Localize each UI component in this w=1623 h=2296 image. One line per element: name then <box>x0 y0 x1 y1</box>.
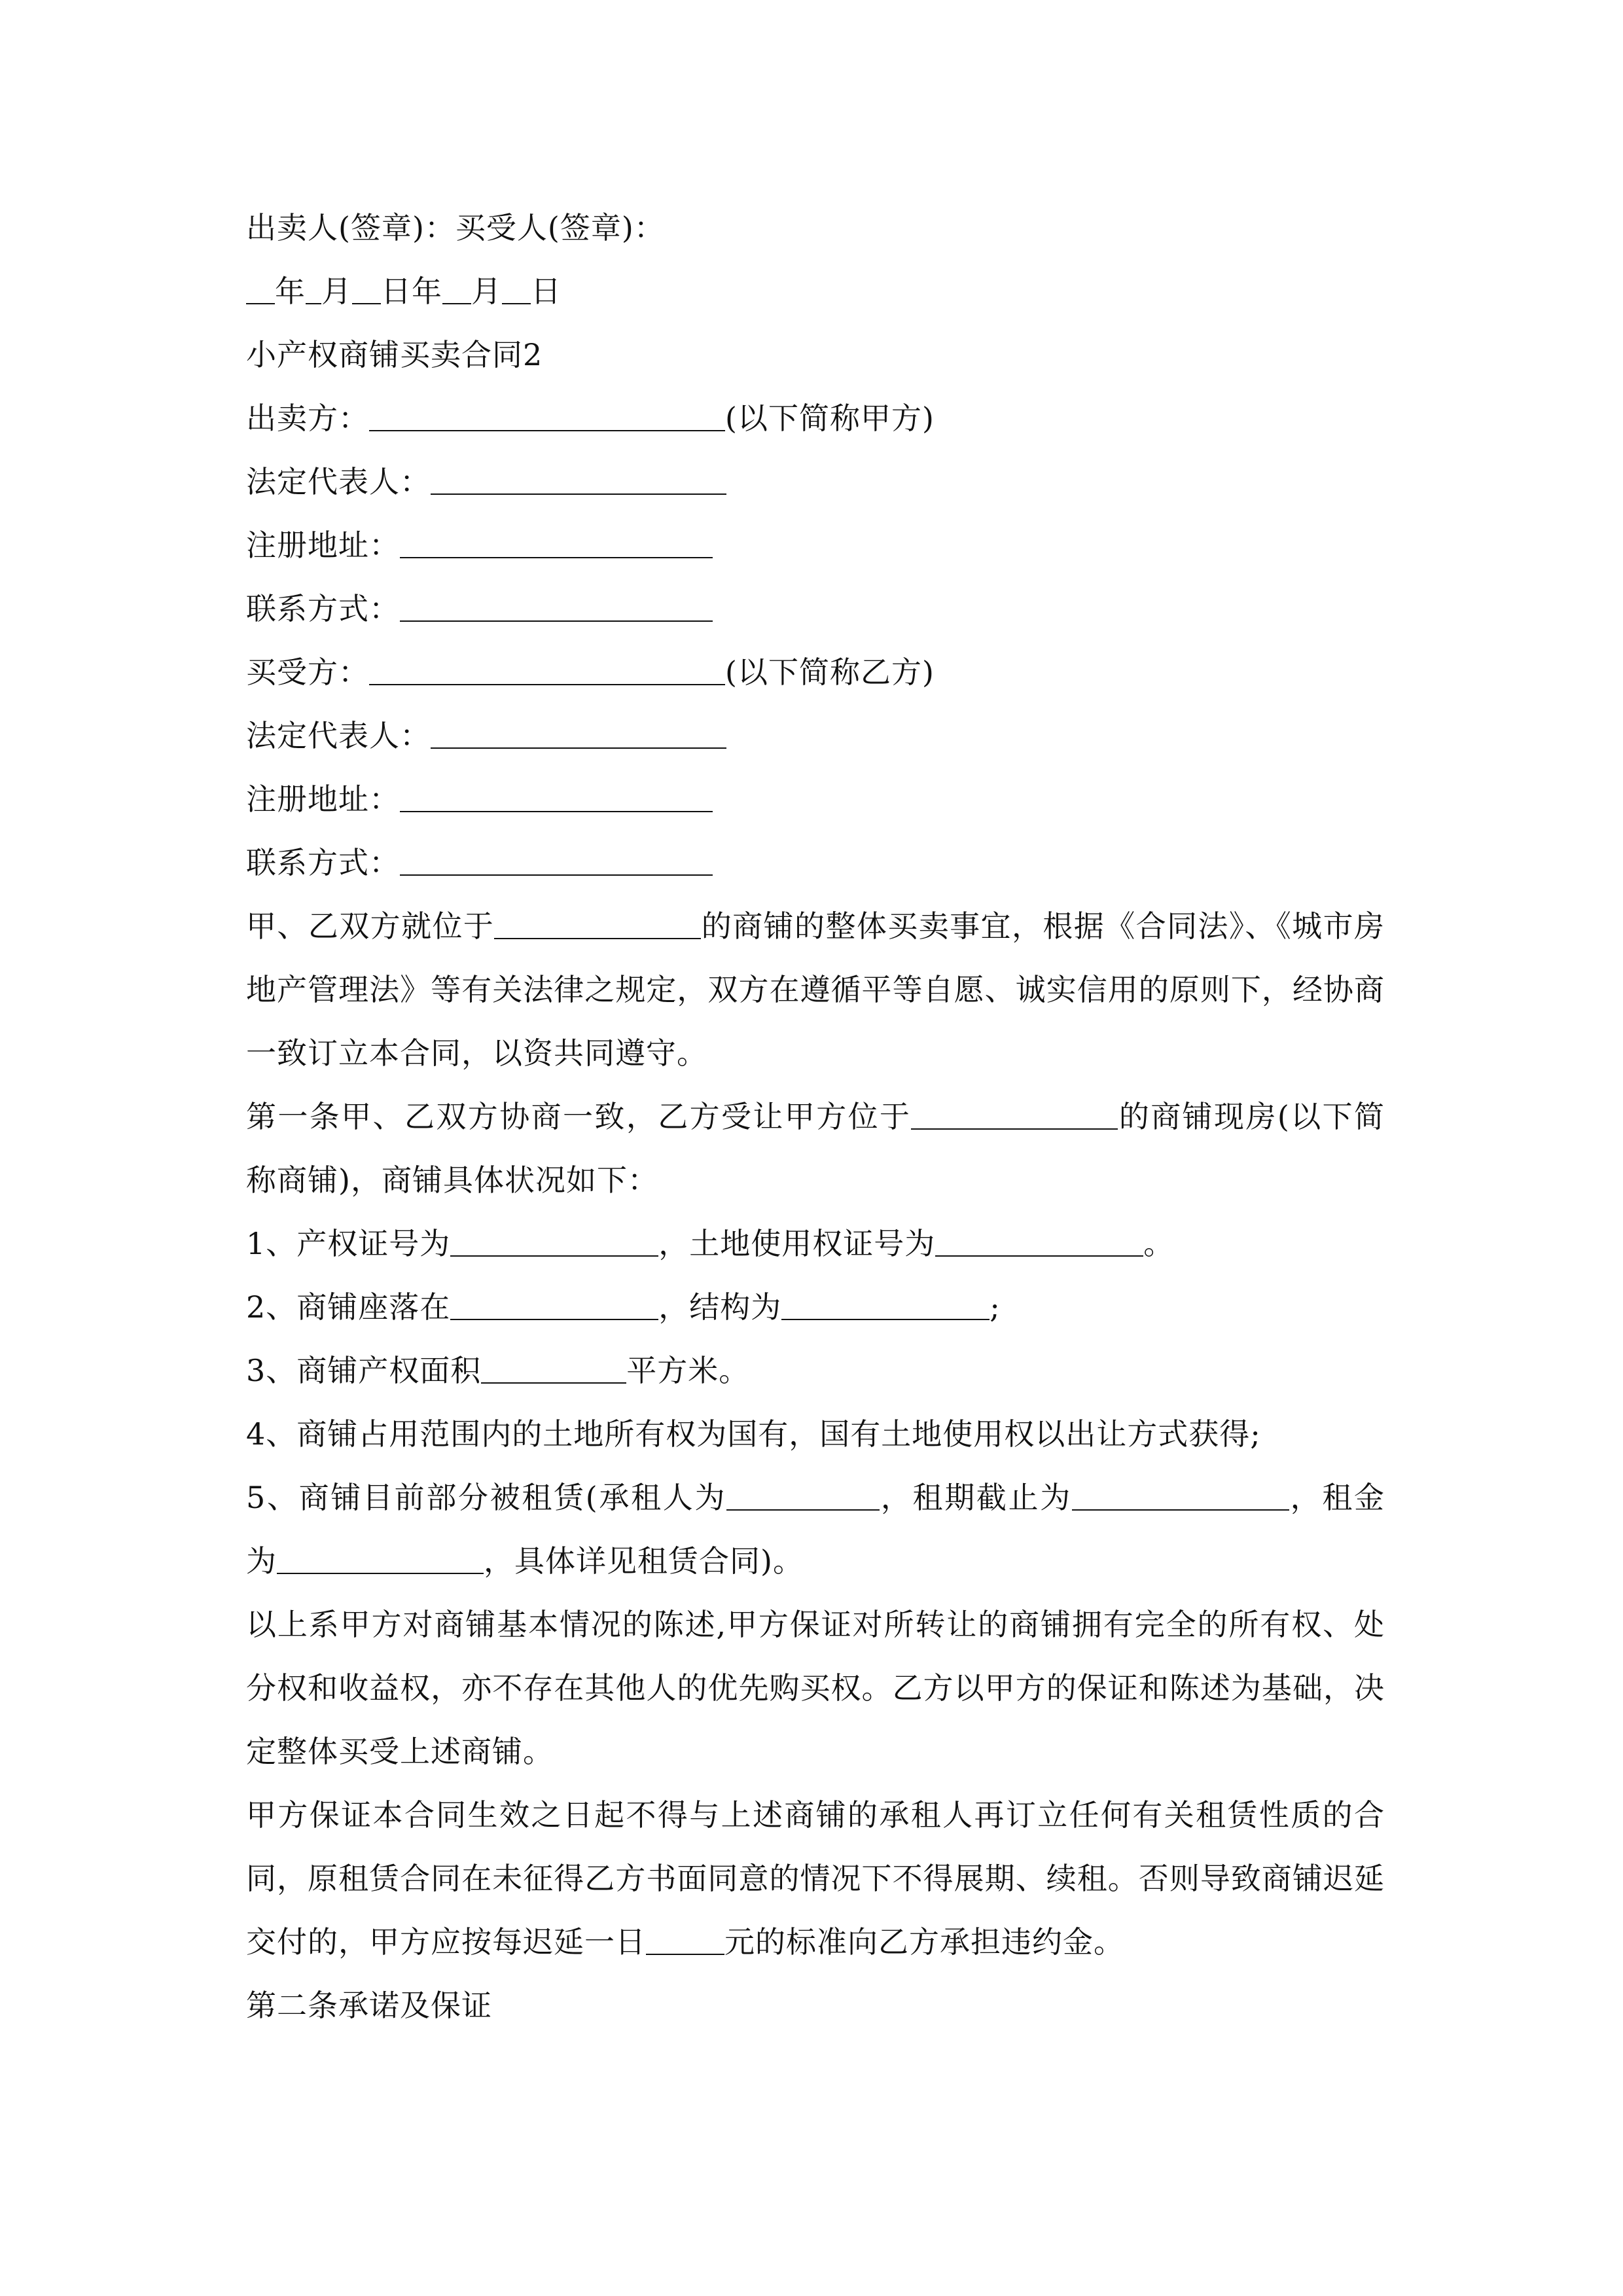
seller-suffix: (以下简称甲方) <box>725 401 935 436</box>
item2-part3: ; <box>990 1289 1001 1325</box>
buyer-label: 买受方： <box>246 655 369 690</box>
lease-fine-blank <box>646 1924 724 1955</box>
preamble-location-blank <box>494 908 701 939</box>
item1-part2: ，土地使用权证号为 <box>658 1226 936 1261</box>
item1-land-blank <box>935 1225 1143 1257</box>
date-blank <box>246 273 275 304</box>
item3-area-blank <box>481 1352 626 1384</box>
seller-label: 出卖方： <box>246 401 369 436</box>
date-blank <box>502 273 531 304</box>
buyer-contact-label: 联系方式： <box>246 845 400 880</box>
seller-contact-blank <box>400 590 713 622</box>
seller-rep-line <box>246 450 1385 514</box>
item3-line <box>246 1339 1385 1403</box>
date-year: 年 <box>275 274 306 309</box>
buyer-rep-line <box>246 704 1385 768</box>
seller-rep-blank <box>431 463 726 495</box>
lease-part2: 元的标准向乙方承担违约金。 <box>724 1924 1124 1960</box>
buyer-rep-blank <box>431 717 726 749</box>
item2-structure-blank <box>781 1289 990 1320</box>
item2-part2: ，结构为 <box>658 1289 782 1325</box>
seller-contact-line <box>246 577 1385 641</box>
item1-part1: 1、产权证号为 <box>246 1226 451 1261</box>
buyer-contact-line <box>246 831 1385 895</box>
warranty-text: 以上系甲方对商铺基本情况的陈述,甲方保证对所转让的商铺拥有完全的所有权、处分权和收益权，亦不存在其他人的优先购买权。乙方以甲方的保证和陈述为基础，决定整体买受上述商铺。 <box>246 1607 1385 1769</box>
buyer-line <box>246 641 1385 704</box>
seller-addr-line <box>246 514 1385 577</box>
seller-addr-label: 注册地址： <box>246 528 400 563</box>
warranty-paragraph <box>246 1593 1385 1784</box>
date-month-2: 月 <box>471 274 502 309</box>
date-blank <box>352 273 381 304</box>
article2-heading-text: 第二条承诺及保证 <box>246 1988 492 2023</box>
document-body <box>246 196 1385 2037</box>
item2-location-blank <box>450 1289 658 1320</box>
lease-part1: 甲方保证本合同生效之日起不得与上述商铺的承租人再订立任何有关租赁性质的合同，原租赁合同在未征得乙方书面同意的情况下不得展期、续租。否则导致商铺迟延交付的，甲方应按每迟延一日 <box>246 1797 1385 1960</box>
item3-part1: 3、商铺产权面积 <box>246 1353 482 1388</box>
item5-part2: ，租期截止为 <box>880 1480 1072 1515</box>
item5-rent-blank <box>277 1543 484 1574</box>
item2-line <box>246 1276 1385 1339</box>
article1-location-blank <box>911 1098 1118 1130</box>
article2-heading <box>246 1974 1385 2037</box>
preamble-part1: 甲、乙双方就位于 <box>246 908 495 944</box>
item4-text: 4、商铺占用范围内的土地所有权为国有，国有土地使用权以出让方式获得; <box>246 1416 1261 1452</box>
buyer-addr-line <box>246 768 1385 831</box>
buyer-contact-blank <box>400 844 713 876</box>
article1-part1: 第一条甲、乙双方协商一致，乙方受让甲方位于 <box>246 1099 912 1134</box>
contract-title <box>246 323 1385 387</box>
buyer-rep-label: 法定代表人： <box>246 718 431 753</box>
item5-paragraph <box>246 1466 1385 1593</box>
item3-part2: 平方米。 <box>626 1353 750 1388</box>
seller-line <box>246 387 1385 450</box>
date-month: 月 <box>321 274 352 309</box>
item4-line <box>246 1403 1385 1466</box>
date-line <box>246 260 1385 323</box>
buyer-blank <box>369 654 725 685</box>
signature-line <box>246 196 1385 260</box>
item5-term-blank <box>1072 1479 1289 1511</box>
item5-part4: ，具体详见租赁合同)。 <box>484 1543 804 1579</box>
seller-addr-blank <box>400 527 713 558</box>
date-day-year: 日年 <box>381 274 442 309</box>
date-blank <box>442 273 471 304</box>
item1-part3: 。 <box>1143 1226 1175 1261</box>
article1-part2: 的商铺现房(以下简称商铺)，商铺具体状况如下： <box>246 1099 1385 1198</box>
date-day-2: 日 <box>531 274 562 309</box>
article1-paragraph <box>246 1085 1385 1212</box>
buyer-suffix: (以下简称乙方) <box>725 655 935 690</box>
item5-part1: 5、商铺目前部分被租赁(承租人为 <box>246 1480 727 1515</box>
signature-line-text: 出卖人(签章)：买受人(签章)： <box>246 210 665 245</box>
seller-contact-label: 联系方式： <box>246 591 400 626</box>
item2-part1: 2、商铺座落在 <box>246 1289 451 1325</box>
preamble-paragraph <box>246 895 1385 1085</box>
item1-cert-blank <box>450 1225 658 1257</box>
item5-part3: ，租金为 <box>246 1480 1385 1579</box>
buyer-addr-blank <box>400 781 713 812</box>
seller-blank <box>369 400 725 431</box>
seller-rep-label: 法定代表人： <box>246 464 431 499</box>
lease-paragraph <box>246 1784 1385 1974</box>
date-blank <box>306 273 321 304</box>
item5-tenant-blank <box>726 1479 880 1511</box>
item1-line <box>246 1212 1385 1276</box>
contract-title-text: 小产权商铺买卖合同2 <box>246 337 543 372</box>
buyer-addr-label: 注册地址： <box>246 781 400 817</box>
preamble-part2: 的商铺的整体买卖事宜，根据《合同法》、《城市房地产管理法》等有关法律之规定，双方在遵循平等自愿、诚实信用的原则下，经协商一致订立本合同，以资共同遵守。 <box>246 908 1385 1071</box>
